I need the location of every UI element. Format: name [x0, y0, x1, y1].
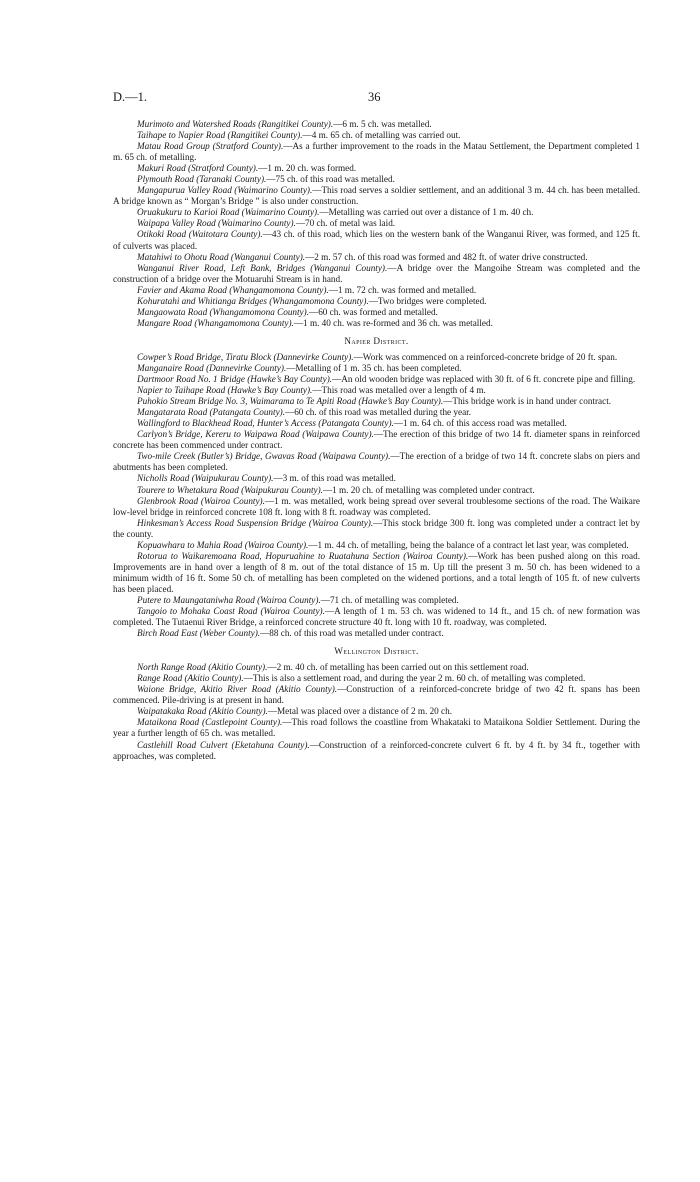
road-entry-title: Tourere to Whetakura Road (Waipukurau County). — [137, 484, 323, 495]
road-entry — [113, 496, 640, 518]
road-entry-text: —1 m. 64 ch. of this access road was metalled. — [393, 418, 567, 429]
road-entry — [113, 673, 640, 684]
road-entry-text: —1 m. 20 ch. of metalling was completed under contract. — [322, 484, 535, 495]
road-entry — [113, 374, 640, 385]
road-entry — [113, 385, 640, 396]
road-entry-text: —70 ch. of metal was laid. — [295, 218, 396, 229]
road-entry-title: Otikoki Road (Waitotara County). — [137, 229, 263, 240]
road-entry — [113, 307, 640, 318]
road-entry-text: —A length of 1 m. 53 ch. was widened to 14 ft., and 15 ch. of new formation was completed. The Tutaenui River Bridge, a reinforced concrete structure 40 ft. long with 10 ft. roadway, was completed. — [113, 606, 640, 628]
road-entry — [113, 418, 640, 429]
road-entry-title: Rotorua to Waikaremoana Road, Hopuruahine to Ruatahuna Section (Wairoa County). — [137, 550, 469, 561]
road-entry — [113, 119, 640, 130]
road-entry-text: —2 m. 57 ch. of this road was formed and 482 ft. of water drive constructed. — [305, 251, 588, 262]
road-entry — [113, 518, 640, 540]
road-entry-text: —An old wooden bridge was replaced with 30 ft. of 6 ft. concrete pipe and filling. — [332, 374, 636, 385]
road-entry-text: —This stock bridge 300 ft. long was completed under a contract let by the county. — [113, 517, 640, 539]
road-entry-text: —1 m. 72 ch. was formed and metalled. — [328, 284, 477, 295]
road-entry-title: Two-mile Creek (Butler’s) Bridge, Gwavas Road (Waipawa County). — [137, 451, 391, 462]
road-entry — [113, 684, 640, 706]
road-entry — [113, 485, 640, 496]
road-entry-title: Mataikona Road (Castlepoint County). — [137, 717, 283, 728]
road-entry-text: —1 m. 44 ch. of metalling, being the balance of a contract let last year, was completed. — [308, 539, 629, 550]
road-entry-title: Mangaowata Road (Whangamomona County). — [137, 306, 309, 317]
road-entry-text: —Metalling was carried out over a distance of 1 m. 40 ch. — [319, 207, 534, 218]
road-entry — [113, 396, 640, 407]
road-entry-title: Favier and Akama Road (Whangamomona County). — [137, 284, 329, 295]
road-entry-text: —This bridge work is in hand under contract. — [443, 396, 612, 407]
road-entry — [113, 163, 640, 174]
road-entry-text: —Two bridges were completed. — [368, 295, 487, 306]
road-entry-title: North Range Road (Akitio County). — [137, 662, 268, 673]
road-entry-title: Nicholls Road (Waipukurau County). — [137, 473, 274, 484]
road-entry — [113, 218, 640, 229]
road-entry — [113, 628, 640, 639]
road-entry-title: Mangare Road (Whangamomona County). — [137, 317, 294, 328]
road-entry-text: —This road follows the coastline from Whakataki to Mataikona Soldier Settlement. During the year a further length of 65 ch. was metalled. — [113, 717, 640, 739]
road-entry-text: —4 m. 65 ch. of metalling was carried out. — [302, 130, 461, 141]
road-entry-title: Matahiwi to Ohotu Road (Wanganui County). — [137, 251, 306, 262]
road-entry-title: Napier to Taihape Road (Hawke’s Bay County). — [137, 385, 313, 396]
road-entry — [113, 451, 640, 473]
road-entry-text: —Construction of a reinforced-concrete bridge of two 42 ft. spans has been commenced. Pile-driving is at present in hand. — [113, 684, 641, 706]
road-entry-text: —6 m. 5 ch. was metalled. — [333, 119, 432, 129]
road-entry-text: —1 m. 40 ch. was re-formed and 36 ch. was metalled. — [293, 317, 493, 328]
road-entry — [113, 540, 640, 551]
road-entry-title: Putere to Maungataniwha Road (Wairoa County). — [137, 594, 321, 605]
road-entry — [113, 229, 640, 251]
road-entry-title: Oruakukuru to Karioi Road (Waimarino County). — [137, 207, 320, 218]
road-entry-title: Wallingford to Blackhead Road, Hunter’s Access (Patangata County). — [137, 418, 394, 429]
road-entry — [113, 174, 640, 185]
road-entry-text: —71 ch. of metalling was completed. — [320, 594, 459, 605]
road-entry — [113, 207, 640, 218]
road-entry — [113, 606, 640, 628]
road-entry-text: —This road was metalled over a length of 4 m. — [312, 385, 486, 396]
road-entry-title: Wanganui River Road, Left Bank, Bridges (Wanganui County). — [137, 262, 388, 273]
road-entry — [113, 252, 640, 263]
road-entry-text: —2 m. 40 ch. of metalling has been carried out on this settlement road. — [267, 662, 529, 673]
road-entry-title: Mangatarata Road (Patangata County). — [137, 407, 286, 418]
road-entry — [113, 285, 640, 296]
road-entry-text: —3 m. of this road was metalled. — [273, 473, 396, 484]
road-entry — [113, 352, 640, 363]
road-entry-title: Waipapa Valley Road (Waimarino County). — [137, 218, 296, 229]
road-entry-title: Dartmoor Road No. 1 Bridge (Hawke’s Bay County). — [137, 374, 333, 385]
road-entry-title: Puhokio Stream Bridge No. 3, Waimarama to Te Apiti Road (Hawke’s Bay County). — [137, 396, 444, 407]
road-entry-title: Cowper’s Road Bridge, Tiratu Block (Dannevirke County). — [137, 351, 354, 362]
road-entry-text: —1 m. 20 ch. was formed. — [258, 163, 357, 174]
road-entry-title: Birch Road East (Weber County). — [137, 628, 261, 639]
road-entry-text: —Work has been pushed along on this road. Improvements are in hand over a length of 8 m. out of the total distance of 15 m. Up till the present 3 m. 50 ch. has been widened to a minimum width of 16 ft. Some 50 ch. of metalling has been completed on the widened portions, and a total length of 105 ft. of new culverts has been placed. — [113, 550, 640, 594]
road-entry-title: Tangoio to Mohaka Coast Road (Wairoa County). — [137, 606, 325, 617]
road-entry-title: Carlyon’s Bridge, Kereru to Waipawa Road (Waipawa County). — [137, 429, 374, 440]
road-entry-text: —Metalling of 1 m. 35 ch. has been completed. — [286, 362, 462, 373]
road-entry — [113, 263, 640, 285]
page-number: 36 — [368, 90, 381, 104]
road-entry — [113, 473, 640, 484]
road-entry-title: Manganaire Road (Dannevirke County). — [137, 362, 287, 373]
road-entry-title: Kopuawhara to Mahia Road (Wairoa County). — [137, 539, 309, 550]
road-entry — [113, 717, 640, 739]
road-entry — [113, 429, 640, 451]
road-entry — [113, 595, 640, 606]
road-entry — [113, 662, 640, 673]
road-entry — [113, 706, 640, 717]
road-entry-title: Makuri Road (Stratford County). — [137, 163, 259, 174]
road-entry-title: Hinkesman’s Access Road Suspension Bridge (Wairoa County). — [137, 517, 374, 528]
road-entry-text: —60 ch. was formed and metalled. — [309, 306, 438, 317]
road-entry-title: Waione Bridge, Akitio River Road (Akitio County). — [137, 684, 338, 695]
road-entry — [113, 318, 640, 329]
road-entry-text: —Metal was placed over a distance of 2 m. 20 ch. — [267, 706, 453, 717]
road-entry — [113, 141, 640, 163]
road-entry-text: —This road serves a soldier settlement, and an additional 3 m. 44 ch. has been metalled. A bridge known as “ Morgan’s Bridge ” is also under construction. — [113, 185, 640, 207]
section-heading: Wellington District. — [334, 646, 419, 657]
road-entry-title: Matau Road Group (Stratford County). — [137, 141, 284, 152]
road-entry-title: Range Road (Akitio County). — [137, 673, 244, 684]
road-entry — [113, 130, 640, 141]
road-entry-text: —A bridge over the Mangoihe Stream was completed and the construction of a bridge over the Motuaruhi Stream is in hand. — [113, 262, 641, 284]
section-heading: Napier District. — [344, 335, 409, 346]
document-body — [113, 119, 640, 762]
road-entry-text: —75 ch. of this road was metalled. — [266, 174, 395, 185]
road-entry-title: Plymouth Road (Taranaki County). — [137, 174, 267, 185]
road-entry-title: Castlehill Road Culvert (Eketahuna County). — [137, 739, 310, 750]
road-entry-title: Murimoto and Watershed Roads (Rangitikei County). — [137, 119, 334, 129]
road-entry-text: —1 m. was metalled, work being spread over several troublesome sections of the road. The Waikare low-level bridge in reinforced concrete 108 ft. long with 8 ft. roadway was completed. — [113, 495, 640, 517]
road-entry-text: —The erection of this bridge of two 14 ft. diameter spans in reinforced concrete has been commenced under contract. — [113, 429, 640, 451]
road-entry-title: Kohuratahi and Whitianga Bridges (Whangamomona County). — [137, 295, 369, 306]
road-entry — [113, 407, 640, 418]
road-entry-text: —88 ch. of this road was metalled under contract. — [260, 628, 444, 639]
road-entry-text: —As a further improvement to the roads in the Matau Settlement, the Department completed 1 m. 65 ch. of metalling. — [113, 141, 640, 163]
road-entry-text: —Construction of a reinforced-concrete culvert 6 ft. by 4 ft. by 34 ft., together with approaches, was completed. — [113, 739, 640, 761]
road-entry-title: Glenbrook Road (Wairoa County). — [137, 495, 265, 506]
road-entry — [113, 363, 640, 374]
road-entry-text: —The erection of a bridge of two 14 ft. concrete slabs on piers and abutments has been completed. — [113, 451, 640, 473]
road-entry — [113, 296, 640, 307]
road-entry-title: Taihape to Napier Road (Rangitikei County). — [137, 130, 303, 141]
road-entry-title: Waipatakaka Road (Akitio County). — [137, 706, 268, 717]
road-entry-text: —Work was commenced on a reinforced-concrete bridge of 20 ft. span. — [353, 351, 618, 362]
road-entry-text: —60 ch. of this road was metalled during the year. — [285, 407, 472, 418]
road-entry — [113, 740, 640, 762]
road-entry — [113, 185, 640, 207]
document-reference: D.—1. — [113, 90, 148, 104]
road-entry-text: —43 ch. of this road, which lies on the western bank of the Wanganui River, was formed, and 125 ft. of culverts was placed. — [113, 229, 640, 251]
road-entry-title: Mangapurua Valley Road (Waimarino County). — [137, 185, 313, 196]
road-entry — [113, 551, 640, 595]
road-entry-text: —This is also a settlement road, and during the year 2 m. 60 ch. of metalling was completed. — [243, 673, 586, 684]
